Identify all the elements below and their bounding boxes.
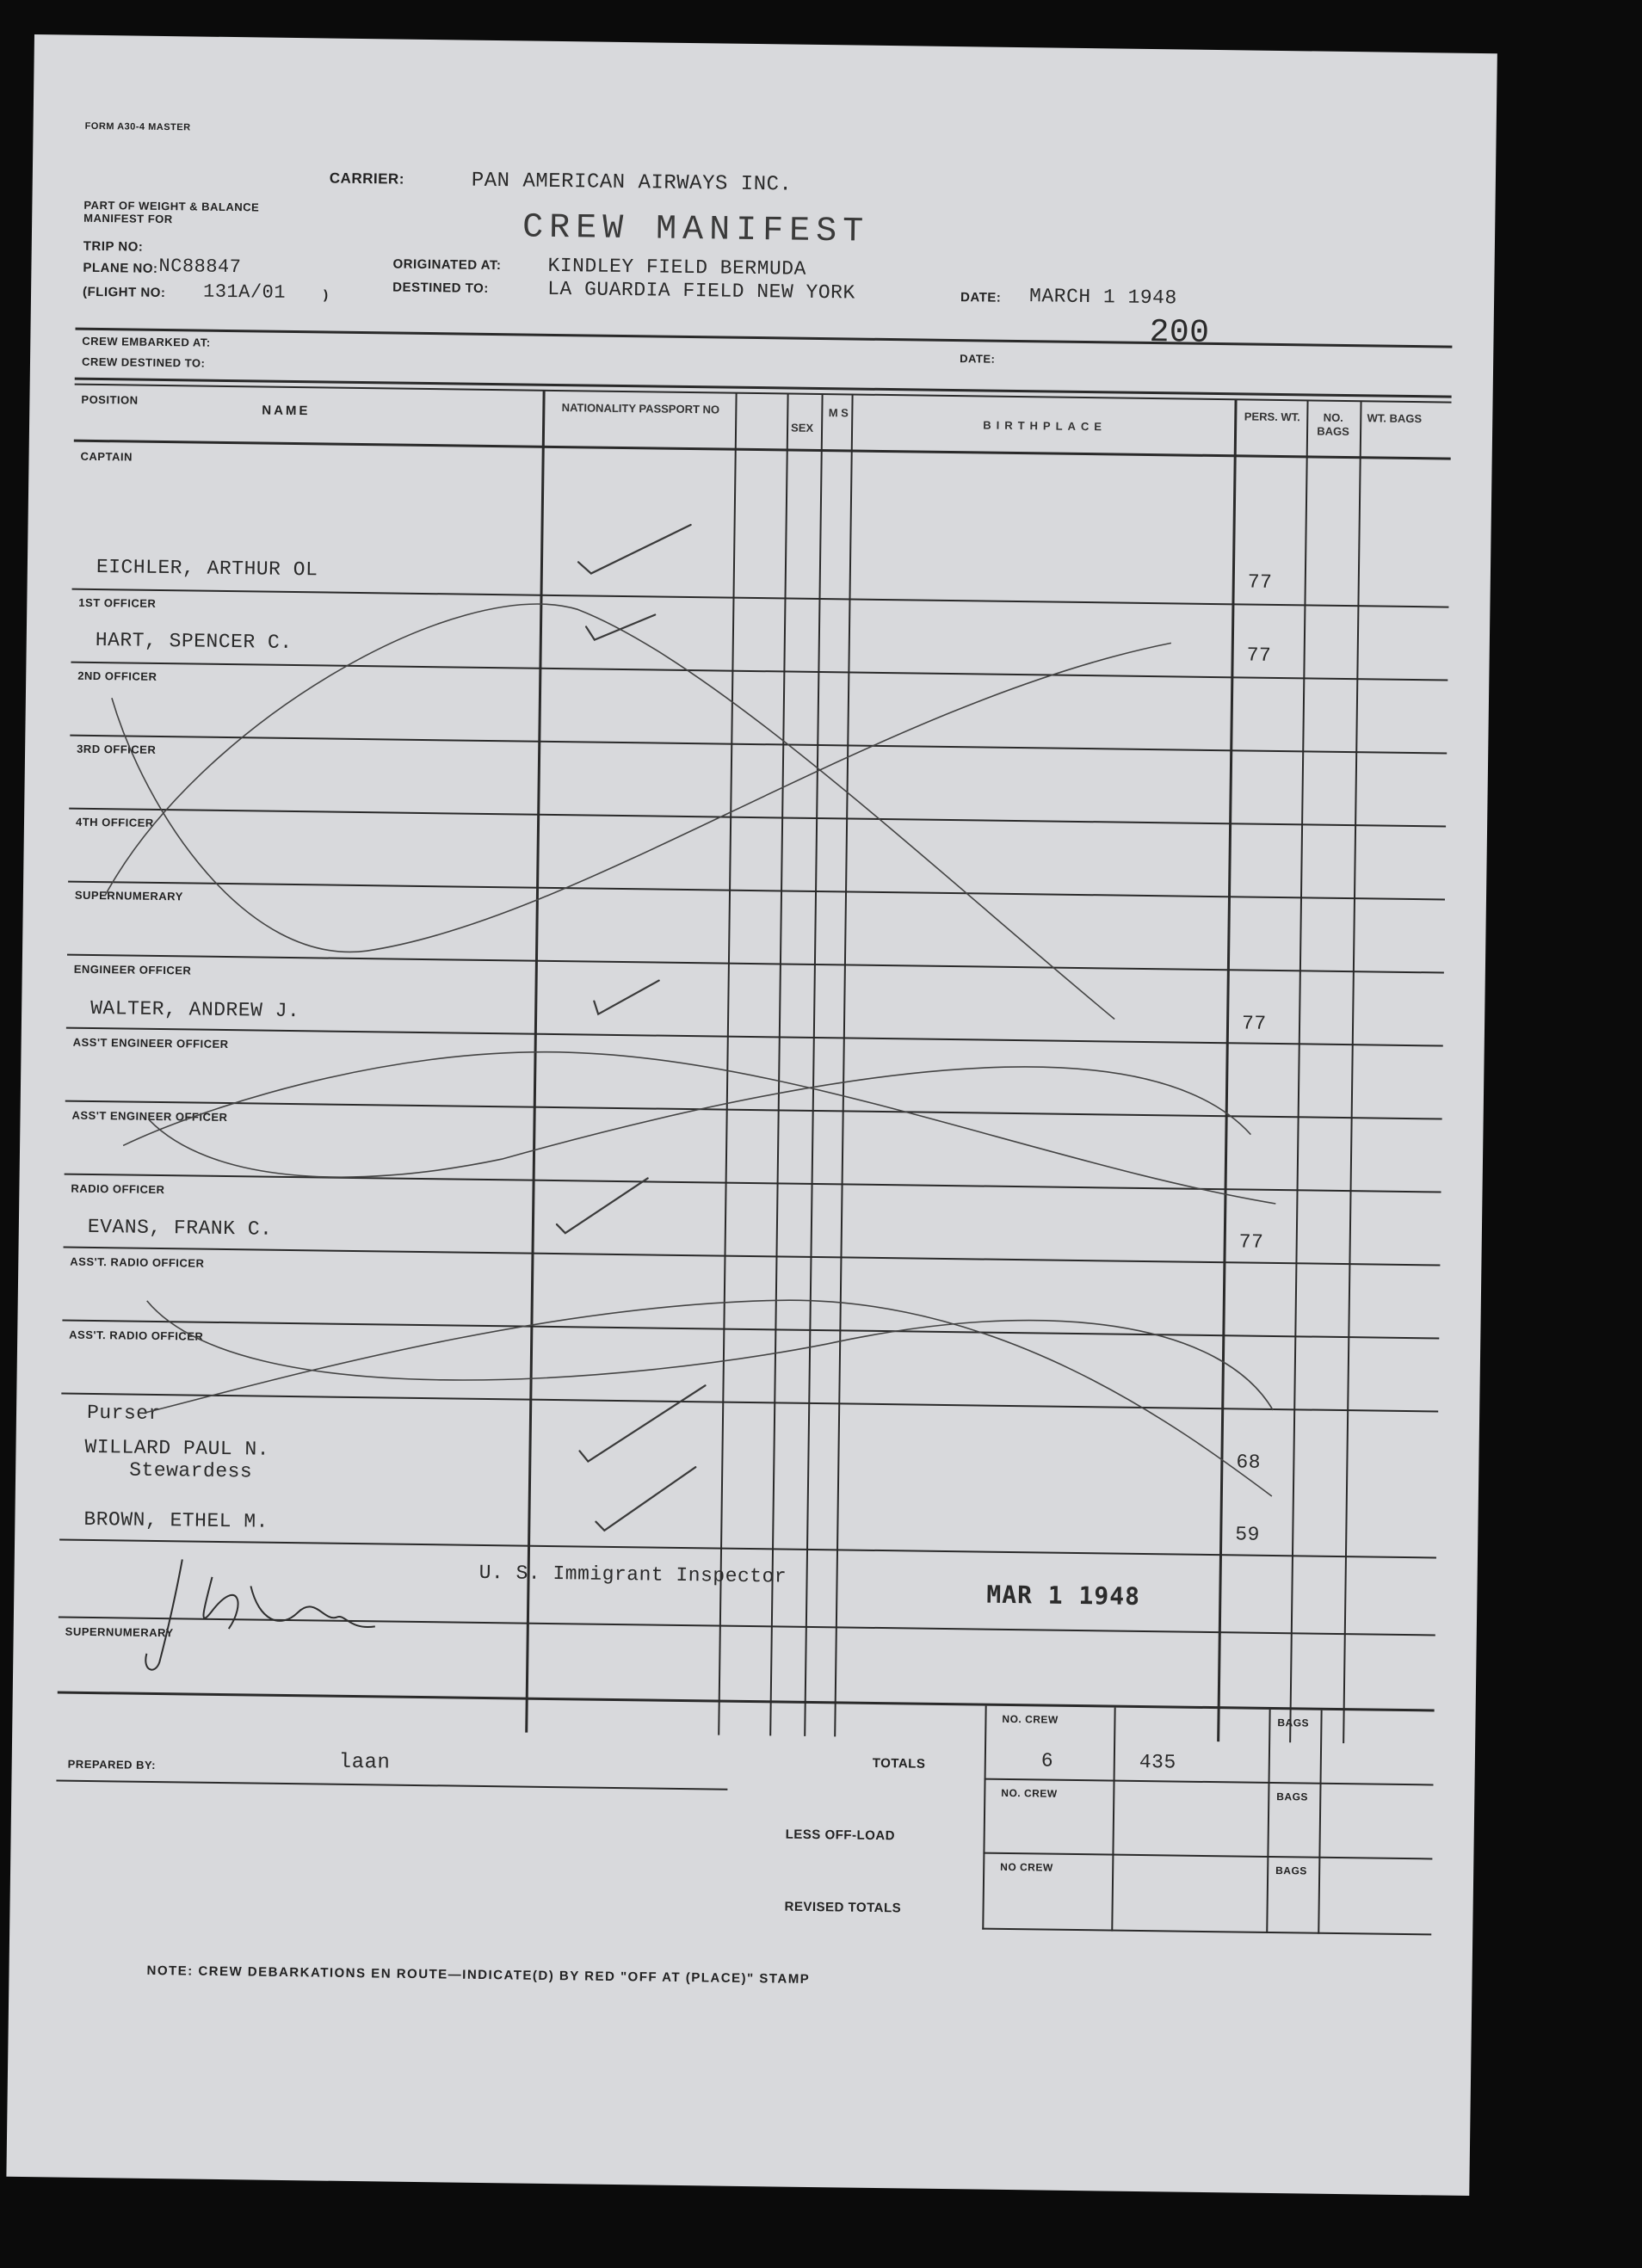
row-position: RADIO OFFICER (71, 1181, 165, 1197)
col-name: NAME (262, 403, 311, 419)
col-pers-wt: PERS. WT. (1244, 410, 1300, 424)
col-line (1289, 400, 1308, 1742)
row-position: ASS'T. RADIO OFFICER (70, 1254, 205, 1270)
row-name: WILLARD PAUL N. (84, 1435, 270, 1461)
divider (985, 1778, 1434, 1786)
row-line (66, 1027, 1443, 1047)
crew-embarked-label: CREW EMBARKED AT: (82, 334, 211, 349)
bags-label: BAGS (1277, 1716, 1310, 1729)
check-mark (594, 980, 659, 1015)
total-weight-value: 435 (1139, 1750, 1176, 1774)
trip-no-label: TRIP NO: (83, 238, 144, 255)
row-position: 4TH OFFICER (75, 815, 154, 829)
divider (56, 1780, 727, 1790)
col-wt-bags: WT. BAGS (1367, 411, 1423, 426)
row-line (61, 1393, 1438, 1413)
check-mark (578, 523, 691, 575)
revised-totals-label: REVISED TOTALS (784, 1899, 902, 1916)
manifest-title: CREW MANIFEST (522, 208, 870, 252)
col-line (1111, 1708, 1115, 1932)
row-line (65, 1100, 1442, 1120)
col-line (982, 1706, 986, 1930)
plane-no-value: NC88847 (158, 255, 242, 279)
row-line (67, 954, 1444, 974)
col-ms: M S (828, 406, 849, 420)
destined-value: LA GUARDIA FIELD NEW YORK (547, 277, 855, 305)
form-code: FORM A30-4 MASTER (84, 120, 191, 133)
crossout-curve (108, 629, 1171, 963)
carrier-label: CARRIER: (329, 169, 405, 188)
col-line (525, 391, 545, 1733)
manifest-number: 200 (1149, 313, 1210, 352)
row-name: EICHLER, ARTHUR OL (96, 555, 318, 582)
flight-no-close: ) (323, 287, 329, 303)
row-position: 1ST OFFICER (78, 595, 157, 610)
row-name: EVANS, FRANK C. (87, 1215, 273, 1241)
row-position: ASS'T. RADIO OFFICER (69, 1328, 204, 1343)
inspector-text: U. S. Immigrant Inspector (478, 1561, 787, 1588)
row-line (72, 589, 1449, 608)
inspector-stamp-date: MAR 1 1948 (986, 1580, 1141, 1611)
plane-no-label: PLANE NO: (83, 260, 158, 276)
supernumerary-label: SUPERNUMERARY (65, 1624, 174, 1640)
prepared-by-value: laan (338, 1750, 391, 1775)
row-line (69, 808, 1446, 828)
flight-no-label: (FLIGHT NO: (82, 284, 166, 301)
col-nationality: NATIONALITY PASSPORT NO (561, 401, 720, 416)
crew-destined-label: CREW DESTINED TO: (81, 354, 206, 370)
col-no-bags: NO. BAGS (1317, 410, 1349, 439)
divider (76, 328, 1453, 348)
row-position: Purser (86, 1401, 162, 1426)
originated-label: ORIGINATED AT: (392, 256, 502, 274)
crossout-curve (122, 1046, 1277, 1204)
row-position: Stewardess (128, 1458, 253, 1483)
bags-label: BAGS (1276, 1790, 1309, 1803)
row-position: ASS'T ENGINEER OFFICER (72, 1035, 229, 1051)
inspector-signature (145, 1559, 376, 1673)
crossout-curve (149, 1056, 1252, 1189)
col-line (1343, 401, 1361, 1743)
row-name: WALTER, ANDREW J. (90, 996, 300, 1023)
col-position: POSITION (81, 392, 139, 407)
no-crew-value: 6 (1040, 1749, 1054, 1772)
manifest-sheet (6, 34, 1497, 2196)
less-off-load-label: LESS OFF-LOAD (785, 1827, 896, 1844)
manifest-for-label: PART OF WEIGHT & BALANCE MANIFEST FOR (83, 198, 260, 226)
col-line (804, 394, 823, 1736)
bags-label: BAGS (1275, 1864, 1307, 1877)
col-line (718, 393, 737, 1735)
crossout-curve (145, 1301, 1274, 1410)
row-name: BROWN, ETHEL M. (83, 1507, 269, 1533)
col-line (1266, 1710, 1270, 1933)
row-line (71, 662, 1448, 681)
row-line (59, 1617, 1435, 1636)
check-mark (579, 1384, 705, 1463)
date-value: MARCH 1 1948 (1028, 285, 1177, 310)
row-weight: 77 (1241, 1012, 1267, 1035)
col-sex: SEX (790, 421, 814, 434)
no-crew-label: NO. CREW (1001, 1786, 1058, 1800)
row-position: CAPTAIN (80, 449, 133, 464)
col-line (769, 393, 788, 1735)
row-line (59, 1539, 1436, 1559)
check-mark (596, 1466, 695, 1532)
date-label: DATE: (960, 290, 1002, 305)
col-birthplace: BIRTHPLACE (983, 418, 1108, 434)
divider (74, 440, 1451, 460)
row-line (64, 1247, 1441, 1267)
flight-no-value: 131A/01 (202, 280, 287, 304)
carrier-value: PAN AMERICAN AIRWAYS INC. (471, 169, 793, 197)
date2-label: DATE: (960, 352, 996, 366)
originated-value: KINDLEY FIELD BERMUDA (547, 254, 807, 280)
destined-label: DESTINED TO: (392, 280, 489, 296)
prepared-by-label: PREPARED BY: (67, 1757, 157, 1772)
row-weight: 77 (1238, 1230, 1264, 1254)
row-position: 2ND OFFICER (77, 669, 157, 683)
row-position: SUPERNUMERARY (74, 888, 183, 903)
col-line (1217, 399, 1237, 1741)
footer-note: NOTE: CREW DEBARKATIONS EN ROUTE—INDICATE(D) BY RED "OFF AT (PLACE)" STAMP (146, 1963, 811, 1987)
row-name: HART, SPENCER C. (95, 628, 293, 654)
row-position: ASS'T ENGINEER OFFICER (71, 1108, 228, 1125)
row-line (62, 1320, 1439, 1340)
row-line (68, 881, 1445, 901)
row-line (70, 735, 1447, 755)
no-crew-label: NO. CREW (1002, 1712, 1059, 1726)
col-line (834, 394, 853, 1736)
row-weight: 77 (1246, 644, 1272, 667)
col-line (1318, 1710, 1322, 1934)
check-mark (586, 613, 655, 640)
row-position: 3RD OFFICER (77, 742, 157, 756)
divider (58, 1692, 1435, 1712)
divider (982, 1928, 1431, 1936)
row-line (65, 1174, 1441, 1193)
totals-label: TOTALS (872, 1755, 926, 1772)
check-mark (557, 1177, 648, 1234)
row-weight: 59 (1235, 1523, 1261, 1546)
divider (983, 1852, 1432, 1860)
no-crew-label: NO CREW (1000, 1860, 1053, 1874)
row-position: ENGINEER OFFICER (73, 962, 192, 977)
row-weight: 77 (1247, 570, 1273, 594)
row-weight: 68 (1236, 1451, 1262, 1474)
